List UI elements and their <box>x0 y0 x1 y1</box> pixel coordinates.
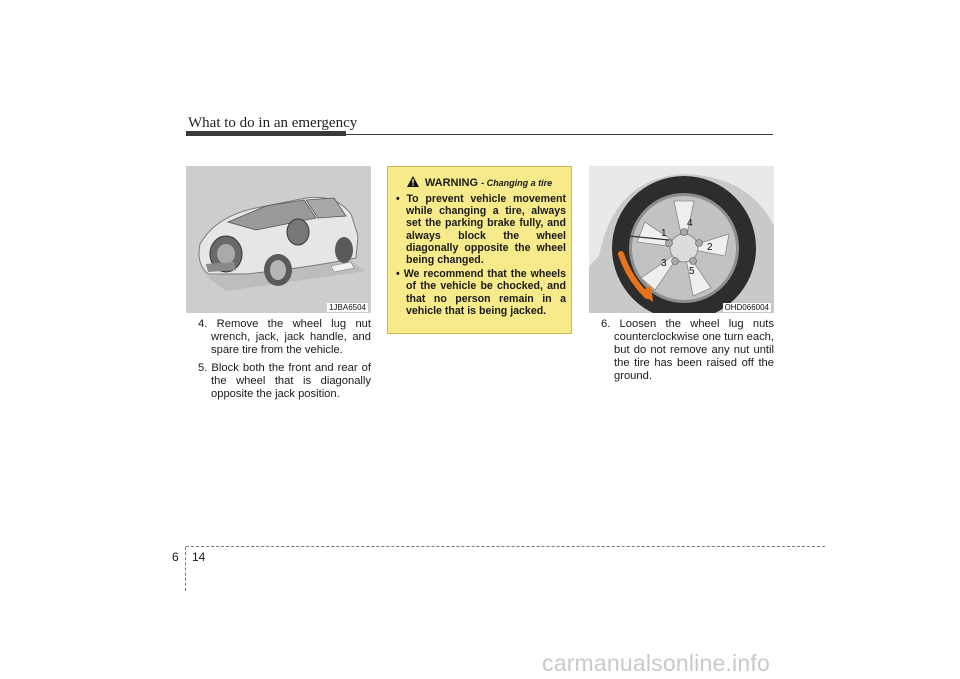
header-bar <box>186 131 346 136</box>
step-4: 4. Remove the wheel lug nut wrench, jack, jack handle, and spare tire from the vehicle. <box>198 318 371 356</box>
nut-number-5: 5 <box>689 266 695 277</box>
warning-subtitle: - Changing a tire <box>481 178 553 188</box>
nut-number-3: 3 <box>661 258 667 269</box>
section-title: What to do in an emergency <box>188 115 358 131</box>
image-code: OHD066004 <box>724 303 769 312</box>
warning-header <box>388 176 571 189</box>
left-steps <box>198 318 371 406</box>
warning-item: • We recommend that the wheels of the vehicle be chocked, and that no person remain in a vehicle that is being jacked. <box>396 268 566 317</box>
watermark: carmanualsonline.info <box>542 650 770 676</box>
warning-triangle-icon <box>407 176 419 187</box>
wheel-drawing <box>589 166 774 313</box>
header-rule <box>346 134 773 135</box>
warning-box <box>387 166 572 334</box>
page-number: 14 <box>192 550 206 564</box>
warning-item: • To prevent vehicle movement while changing a tire, always set the parking brake fully, and always block the wheel diagonally opposite the wheel being changed. <box>396 193 566 267</box>
step-5: 5. Block both the front and rear of the wheel that is diagonally opposite the jack position. <box>198 362 371 400</box>
nut-number-4: 4 <box>687 218 693 229</box>
warning-title: WARNING <box>424 177 479 189</box>
step-6: 6. Loosen the wheel lug nuts counterclockwise one turn each, but do not remove any nut until the tire has been raised off the ground. <box>601 318 774 382</box>
car-drawing <box>186 166 371 313</box>
image-code: 1JBA6504 <box>329 303 366 312</box>
car-illustration <box>186 166 371 313</box>
right-steps <box>601 318 774 388</box>
footer-rule <box>186 546 825 547</box>
wheel-illustration <box>589 166 774 313</box>
nut-number-1: 1 <box>661 228 667 239</box>
nut-number-2: 2 <box>707 242 713 253</box>
chapter-number: 6 <box>172 550 179 564</box>
footer-divider <box>185 547 186 591</box>
warning-list <box>396 193 566 319</box>
